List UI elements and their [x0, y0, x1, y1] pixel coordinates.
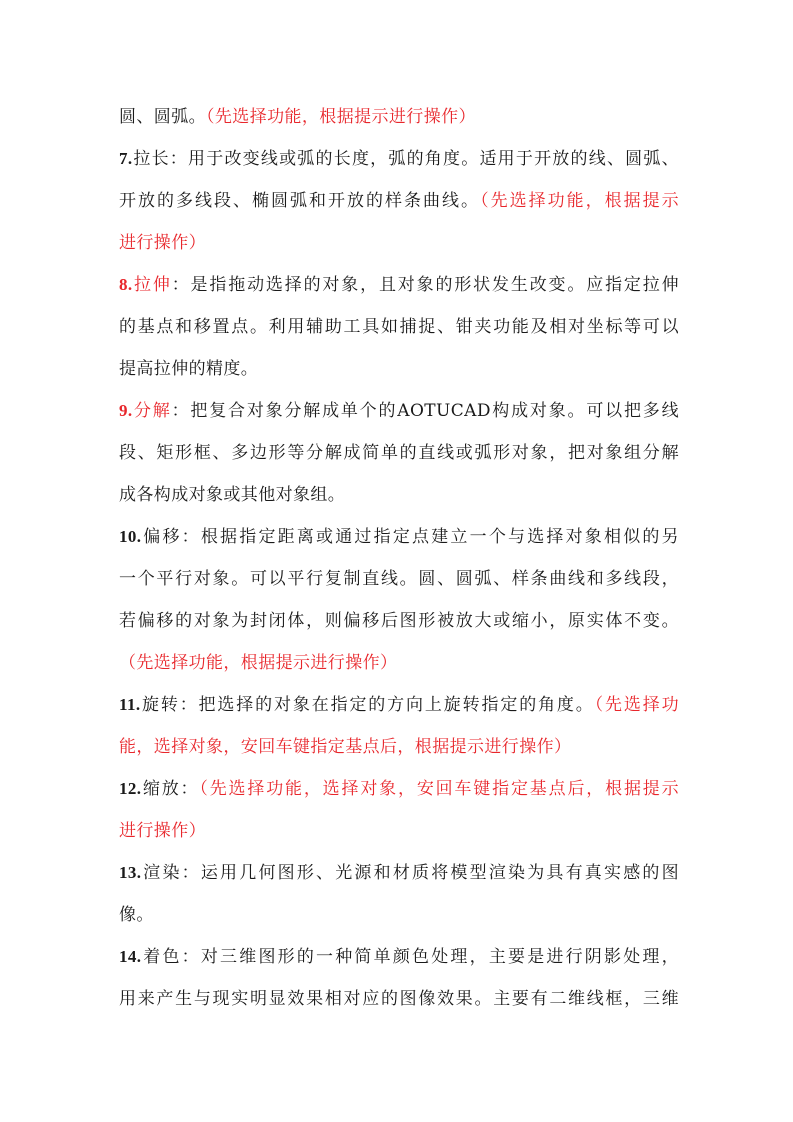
line-text: 偏移：根据指定距离或通过指定点建立一个与选择对象相似的另 — [141, 527, 679, 547]
item-title: 分解 — [132, 401, 172, 421]
text-line — [119, 649, 679, 677]
instruction-note: 进行操作） — [119, 233, 206, 253]
line-text: 圆、圆弧。 — [119, 107, 206, 127]
item-8-line — [119, 271, 679, 299]
item-number: 10. — [119, 527, 142, 546]
item-title: 拉伸 — [132, 275, 172, 295]
text-line — [119, 985, 679, 1013]
line-text: 开放的多线段、椭圆弧和开放的样条曲线。 — [119, 191, 481, 211]
line-text: 缩放： — [141, 779, 200, 799]
line-text: 段、矩形框、多边形等分解成简单的直线或弧形对象，把对象组分解 — [119, 443, 679, 463]
line-text: 提高拉伸的精度。 — [119, 359, 259, 379]
instruction-note: （先选择功能，根据提示进行操作） — [206, 107, 476, 127]
text-line — [119, 355, 679, 383]
item-11-line — [119, 691, 679, 719]
text-line — [119, 313, 679, 341]
line-text: 像。 — [119, 905, 154, 925]
text-line — [119, 439, 679, 467]
text-line — [119, 229, 679, 257]
text-line — [119, 103, 679, 131]
item-number: 13. — [119, 863, 142, 882]
text-line — [119, 607, 679, 635]
instruction-note: （先选择功能，根据提示进行操作） — [119, 653, 398, 673]
item-number: 9. — [119, 401, 133, 420]
text-line — [119, 817, 679, 845]
item-9-line — [119, 397, 679, 425]
line-text: 一个平行对象。可以平行复制直线。圆、圆弧、样条曲线和多线段， — [119, 569, 679, 589]
line-text: 用来产生与现实明显效果相对应的图像效果。主要有二维线框，三维 — [119, 989, 679, 1009]
item-number: 12. — [119, 779, 142, 798]
line-text: 若偏移的对象为封闭体，则偏移后图形被放大或缩小，原实体不变。 — [119, 611, 679, 631]
text-line — [119, 733, 679, 761]
line-text: 着色：对三维图形的一种简单颜色处理，主要是进行阴影处理， — [141, 947, 679, 967]
item-7-line — [119, 145, 679, 173]
instruction-note: 进行操作） — [119, 821, 206, 841]
line-text: 的基点和移置点。利用辅助工具如捕捉、钳夹功能及相对坐标等可以 — [119, 317, 679, 337]
item-number: 8. — [119, 275, 133, 294]
instruction-note: （先选择功能，根据提示 — [480, 191, 679, 211]
line-text: 旋转：把选择的对象在指定的方向上旋转指定的角度。 — [140, 695, 595, 715]
item-10-line — [119, 523, 679, 551]
line-text: ：是指拖动选择的对象，且对象的形状发生改变。应指定拉伸 — [171, 275, 679, 295]
text-line — [119, 565, 679, 593]
item-number: 14. — [119, 947, 142, 966]
line-text: ：把复合对象分解成单个的AOTUCAD构成对象。可以把多线 — [171, 401, 679, 421]
line-text: 拉长：用于改变线或弧的长度，弧的角度。适用于开放的线、圆弧、 — [132, 149, 679, 169]
line-text: 渲染：运用几何图形、光源和材质将模型渲染为具有真实感的图 — [141, 863, 679, 883]
item-number: 7. — [119, 149, 133, 168]
item-14-line — [119, 943, 679, 971]
instruction-note: 能，选择对象，安回车键指定基点后，根据提示进行操作） — [119, 737, 572, 757]
text-line — [119, 187, 679, 215]
line-text: 成各构成对象或其他对象组。 — [119, 485, 346, 505]
text-line — [119, 481, 679, 509]
item-12-line — [119, 775, 679, 803]
text-line — [119, 901, 679, 929]
item-13-line — [119, 859, 679, 887]
instruction-note: （先选择功 — [594, 695, 679, 715]
item-number: 11. — [119, 695, 141, 714]
instruction-note: （先选择功能，选择对象，安回车键指定基点后，根据提示 — [199, 779, 679, 799]
